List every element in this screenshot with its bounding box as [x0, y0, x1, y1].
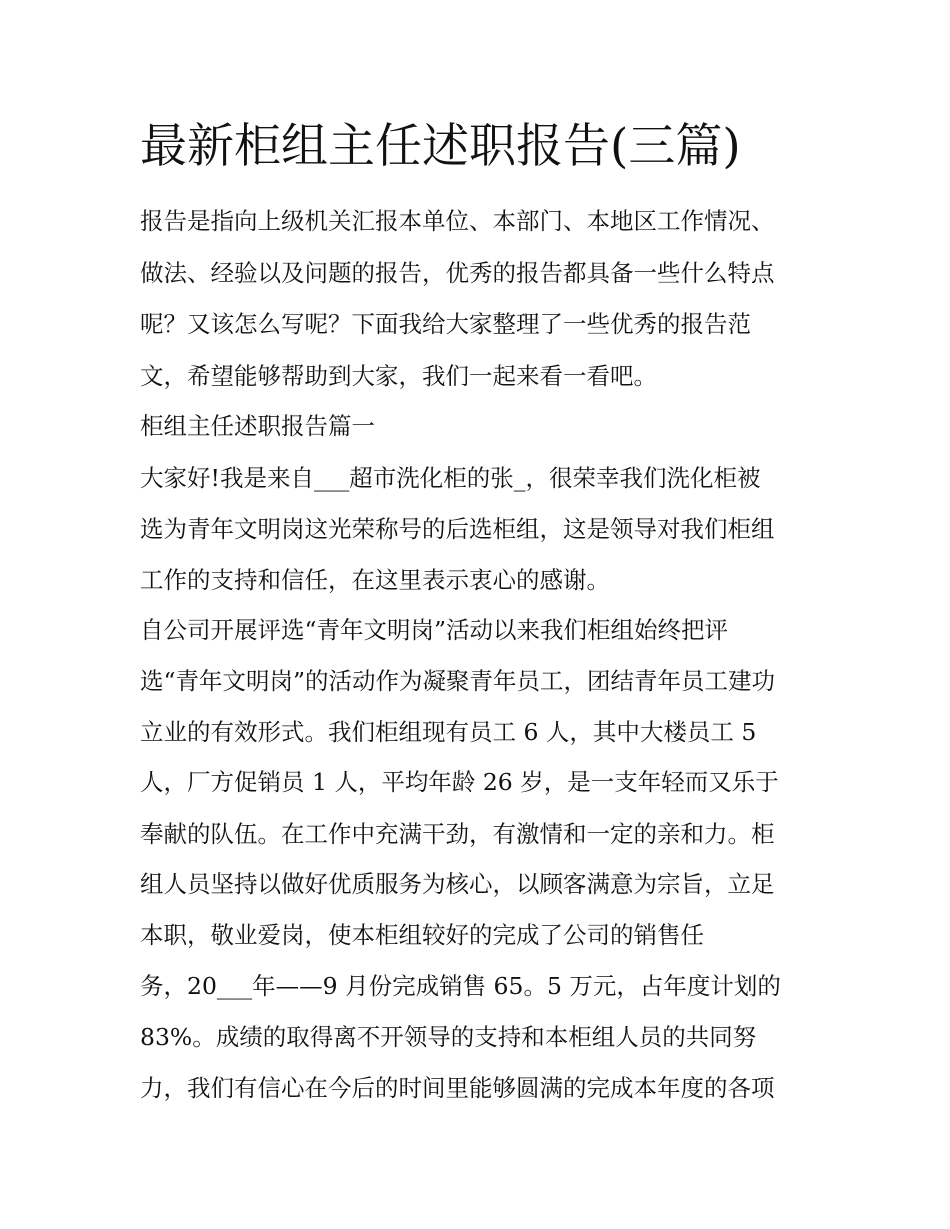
paragraph-line: 83%。成绩的取得离不开领导的支持和本柜组人员的共同努 [140, 1023, 757, 1051]
paragraph-line: 做法、经验以及问题的报告，优秀的报告都具备一些什么特点 [140, 259, 775, 287]
paragraph-line: 奉献的队伍。在工作中充满干劲，有激情和一定的亲和力。柜 [140, 820, 775, 848]
paragraph-line: 力，我们有信心在今后的时间里能够圆满的完成本年度的各项 [140, 1074, 775, 1102]
paragraph-line: 人，厂方促销员 1 人，平均年龄 26 岁，是一支年轻而又乐于 [140, 768, 779, 796]
paragraph-line: 务，20___年——9 月份完成销售 65。5 万元，占年度计划的 [140, 972, 781, 1000]
paragraph-line: 呢？又该怎么写呢？下面我给大家整理了一些优秀的报告范 [140, 310, 751, 338]
paragraph-line: 大家好!我是来自___超市洗化柜的张_，很荣幸我们洗化柜被 [140, 464, 761, 492]
paragraph-line: 组人员坚持以做好优质服务为核心，以顾客满意为宗旨，立足 [140, 870, 775, 898]
paragraph-line: 文，希望能够帮助到大家，我们一起来看一看吧。 [140, 362, 657, 390]
paragraph-line: 报告是指向上级机关汇报本单位、本部门、本地区工作情况、 [140, 207, 775, 235]
paragraph-line: 本职，敬业爱岗，使本柜组较好的完成了公司的销售任 [140, 921, 704, 949]
paragraph-line: 立业的有效形式。我们柜组现有员工 6 人，其中大楼员工 5 [140, 718, 757, 746]
paragraph-line: 选为青年文明岗这光荣称号的后选柜组，这是领导对我们柜组 [140, 515, 775, 543]
paragraph-line: 选“青年文明岗”的活动作为凝聚青年员工，团结青年员工建功 [140, 667, 776, 695]
paragraph-line: 工作的支持和信任，在这里表示衷心的感谢。 [140, 566, 610, 594]
section-heading: 柜组主任述职报告篇一 [140, 412, 375, 440]
paragraph-line: 自公司开展评选“青年文明岗”活动以来我们柜组始终把评 [140, 616, 729, 644]
document-title: 最新柜组主任述职报告(三篇) [140, 119, 741, 174]
